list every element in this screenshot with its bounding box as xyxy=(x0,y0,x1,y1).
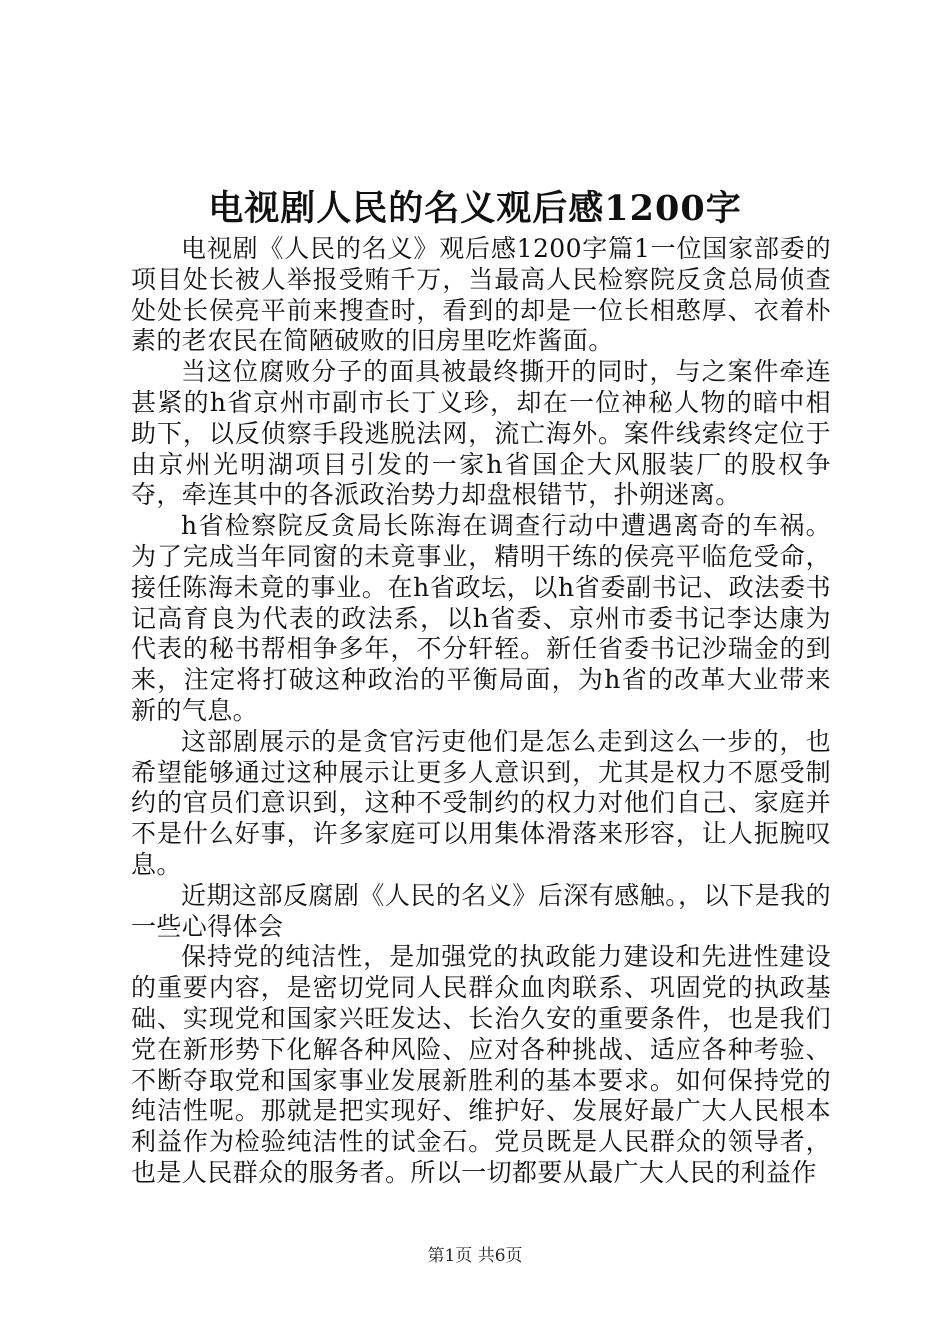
paragraph: 电视剧《人民的名义》观后感1200字篇1一位国家部委的项目处长被人举报受贿千万，当最高人民检察院反贪总局侦查处处长侯亮平前来搜查时，看到的却是一位长相憨厚、衣着朴素的老农民在简陋破败的旧房里吃炸酱面。 xyxy=(131,234,831,356)
paragraph: 近期这部反腐剧《人民的名义》后深有感触。，以下是我的一些心得体会 xyxy=(131,880,831,941)
paragraph: 保持党的纯洁性，是加强党的执政能力建设和先进性建设的重要内容，是密切党同人民群众血肉联系、巩固党的执政基础、实现党和国家兴旺发达、长治久安的重要条件，也是我们党在新形势下化解各种风险、应对各种挑战、适应各种考验、不断夺取党和国家事业发展新胜利的基本要求。如何保持党的纯洁性呢。那就是把实现好、维护好、发展好最广大人民根本利益作为检验纯洁性的试金石。党员既是人民群众的领导者，也是人民群众的服务者。所以一切都要从最广大人民的利益作 xyxy=(131,942,831,1187)
document-body xyxy=(131,234,831,1189)
paragraph: h省检察院反贪局长陈海在调查行动中遭遇离奇的车祸。为了完成当年同窗的未竟事业，精明干练的侯亮平临危受命，接任陈海未竟的事业。在h省政坛，以h省委副书记、政法委书记高育良为代表的政法系，以h省委、京州市委书记李达康为代表的秘书帮相争多年，不分轩轾。新任省委书记沙瑞金的到来，注定将打破这种政治的平衡局面，为h省的改革大业带来新的气息。 xyxy=(131,511,831,725)
paragraph: 这部剧展示的是贪官污吏他们是怎么走到这么一步的，也希望能够通过这种展示让更多人意识到，尤其是权力不愿受制约的官员们意识到，这种不受制约的权力对他们自己、家庭并不是什么好事，许多家庭可以用集体滑落来形容，让人扼腕叹息。 xyxy=(131,726,831,879)
paragraph: 当这位腐败分子的面具被最终撕开的同时，与之案件牵连甚紧的h省京州市副市长丁义珍，却在一位神秘人物的暗中相助下，以反侦察手段逃脱法网，流亡海外。案件线索终定位于由京州光明湖项目引发的一家h省国企大风服装厂的股权争夺，牵连其中的各派政治势力却盘根错节，扑朔迷离。 xyxy=(131,357,831,510)
page-footer: 第1页 共6页 xyxy=(427,1246,523,1266)
page-title: 电视剧人民的名义观后感1200字 xyxy=(208,188,742,229)
